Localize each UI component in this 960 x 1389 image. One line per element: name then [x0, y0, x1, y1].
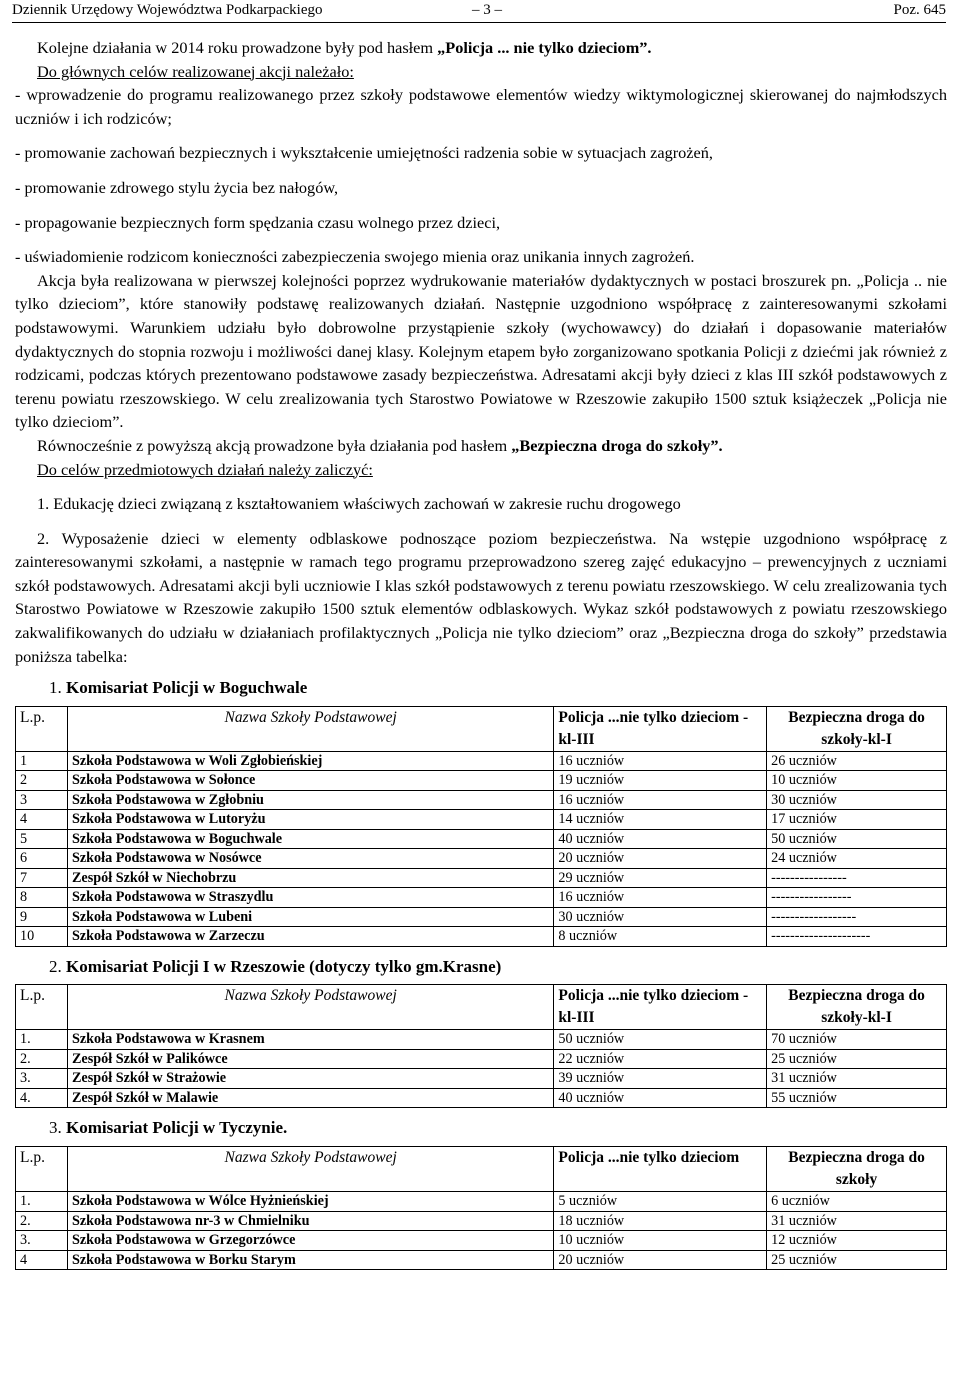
policja-count: 40 uczniów — [554, 829, 767, 849]
table-row — [16, 1231, 947, 1251]
table-row — [16, 771, 947, 791]
column-header-lp: L.p. — [16, 985, 68, 1030]
section-title — [15, 1116, 947, 1140]
section-title-text: Komisariat Policji I w Rzeszowie (dotyczy tylko gm.Krasne) — [66, 956, 502, 976]
schools-table — [15, 1146, 947, 1270]
column-header-policja: Policja ...nie tylko dzieciom -kl-III — [554, 706, 767, 751]
row-number: 2. — [16, 1049, 68, 1069]
school-name: Szkoła Podstawowa w Zarzeczu — [67, 927, 553, 947]
row-number: 9 — [16, 907, 68, 927]
policja-count: 18 uczniów — [554, 1211, 767, 1231]
bezpieczna-count: 50 uczniów — [767, 829, 947, 849]
column-header-lp: L.p. — [16, 706, 68, 751]
policja-count: 29 uczniów — [554, 868, 767, 888]
goals-heading: Do głównych celów realizowanej akcji należało: — [37, 61, 354, 81]
goal-item: - promowanie zachowań bezpiecznych i wykształcenie umiejętności radzenia sobie w sytuacjach zagrożeń, — [15, 143, 713, 163]
bezpieczna-count: 12 uczniów — [767, 1231, 947, 1251]
policja-count: 14 uczniów — [554, 810, 767, 830]
table-row — [16, 1088, 947, 1108]
schools-table — [15, 984, 947, 1108]
bezpieczna-count: --------------------- — [767, 927, 947, 947]
policja-count: 19 uczniów — [554, 771, 767, 791]
row-number: 1. — [16, 1192, 68, 1212]
policja-count: 16 uczniów — [554, 790, 767, 810]
bezpieczna-count: 26 uczniów — [767, 751, 947, 771]
table-header-row — [16, 1147, 947, 1192]
school-name: Szkoła Podstawowa w Lutoryżu — [67, 810, 553, 830]
policja-count: 30 uczniów — [554, 907, 767, 927]
bezpieczna-count: 25 uczniów — [767, 1250, 947, 1270]
column-header-bezpieczna: Bezpieczna droga do szkoły-kl-I — [767, 985, 947, 1030]
policja-count: 40 uczniów — [554, 1088, 767, 1108]
row-number: 4 — [16, 810, 68, 830]
objectives-heading: Do celów przedmiotowych działań należy zaliczyć: — [37, 459, 373, 479]
journal-title: Dziennik Urzędowy Województwa Podkarpackiego — [12, 2, 323, 18]
intro-text: Kolejne działania w 2014 roku prowadzone były pod hasłem — [37, 38, 438, 57]
school-name: Szkoła Podstawowa w Grzegorzówce — [67, 1231, 553, 1251]
objective-item: 2. Wyposażenie dzieci w elementy odblaskowe podnoszące poziom bezpieczeństwa. Na wstępie uzgodniono współpracę z zainteresowanymi szkołami, a następnie w ramach tego programu przeprowadzono szereg zajęć edukacyjno – prewencyjnych z uczniami szkół podstawowych. Adresatami akcji byli uczniowie I klas szkół podstawowych z terenu powiatu rzeszowskiego. W celu zrealizowania tych Starostwo Powiatowe w Rzeszowie zakupiło 1500 sztuk elementów odblaskowych. Wykaz szkół podstawowych z powiatu rzeszowskiego zakwalifikowanych do udziału w działaniach profilaktycznych „Policja nie tylko dzieciom” oraz „Bezpieczna droga do szkoły” przedstawia poniższa tabelka: — [15, 528, 947, 666]
policja-count: 16 uczniów — [554, 888, 767, 908]
table-row — [16, 790, 947, 810]
table-row — [16, 1192, 947, 1212]
table-row — [16, 1250, 947, 1270]
column-header-bezpieczna: Bezpieczna droga do szkoły — [767, 1147, 947, 1192]
school-name: Zespół Szkół w Strażowie — [67, 1069, 553, 1089]
column-header-policja: Policja ...nie tylko dzieciom — [554, 1147, 767, 1192]
table-row — [16, 927, 947, 947]
column-header-lp: L.p. — [16, 1147, 68, 1192]
paragraph — [15, 434, 947, 458]
policja-count: 8 uczniów — [554, 927, 767, 947]
goal-item: - promowanie zdrowego stylu życia bez nałogów, — [15, 177, 339, 197]
bezpieczna-count: 10 uczniów — [767, 771, 947, 791]
school-name: Szkoła Podstawowa w Lubeni — [67, 907, 553, 927]
objective-item: 1. Edukację dzieci związaną z kształtowaniem właściwych zachowań w zakresie ruchu drogowego — [37, 494, 681, 514]
section-title-text: Komisariat Policji w Tyczynie. — [66, 1118, 288, 1138]
page-header — [12, 0, 946, 23]
table-header-row — [16, 985, 947, 1030]
policja-count: 5 uczniów — [554, 1192, 767, 1212]
bezpieczna-count: ------------------ — [767, 907, 947, 927]
bezpieczna-count: 17 uczniów — [767, 810, 947, 830]
school-name: Szkoła Podstawowa w Straszydlu — [67, 888, 553, 908]
school-name: Szkoła Podstawowa w Wólce Hyżnieńskiej — [67, 1192, 553, 1212]
section-title — [15, 676, 947, 700]
position-number: Poz. 645 — [893, 2, 946, 18]
section-title — [15, 955, 947, 979]
table-row — [16, 849, 947, 869]
table-row — [16, 1069, 947, 1089]
intro-line — [15, 36, 947, 60]
policja-count: 39 uczniów — [554, 1069, 767, 1089]
row-number: 2. — [16, 1211, 68, 1231]
school-name: Szkoła Podstawowa w Krasnem — [67, 1030, 553, 1050]
row-number: 4. — [16, 1088, 68, 1108]
row-number: 3. — [16, 1231, 68, 1251]
bezpieczna-count: 70 uczniów — [767, 1030, 947, 1050]
policja-count: 20 uczniów — [554, 849, 767, 869]
school-name: Zespół Szkół w Malawie — [67, 1088, 553, 1108]
paragraph-text: Równocześnie z powyższą akcją prowadzone była działania pod hasłem — [37, 435, 512, 455]
bezpieczna-count: 24 uczniów — [767, 849, 947, 869]
bezpieczna-count: 30 uczniów — [767, 790, 947, 810]
bezpieczna-count: 25 uczniów — [767, 1049, 947, 1069]
column-header-policja: Policja ...nie tylko dzieciom -kl-III — [554, 985, 767, 1030]
policja-count: 16 uczniów — [554, 751, 767, 771]
policja-count: 20 uczniów — [554, 1250, 767, 1270]
table-row — [16, 868, 947, 888]
row-number: 1 — [16, 751, 68, 771]
school-name: Zespół Szkół w Palikówce — [67, 1049, 553, 1069]
row-number: 2 — [16, 771, 68, 791]
row-number: 5 — [16, 829, 68, 849]
table-row — [16, 1211, 947, 1231]
row-number: 8 — [16, 888, 68, 908]
goal-item: - wprowadzenie do programu realizowanego przez szkoły podstawowe elementów wiedzy wiktymologicznej skierowanej do najmłodszych uczniów i ich rodziców; — [15, 85, 947, 128]
school-name: Szkoła Podstawowa w Woli Zgłobieńskiej — [67, 751, 553, 771]
campaign-name: „Policja ... nie tylko dzieciom”. — [437, 38, 652, 57]
school-name: Szkoła Podstawowa w Nosówce — [67, 849, 553, 869]
school-name: Szkoła Podstawowa nr-3 w Chmielniku — [67, 1211, 553, 1231]
school-name: Szkoła Podstawowa w Sołonce — [67, 771, 553, 791]
bezpieczna-count: ---------------- — [767, 868, 947, 888]
sections — [15, 676, 947, 1270]
row-number: 7 — [16, 868, 68, 888]
table-header-row — [16, 706, 947, 751]
row-number: 3. — [16, 1069, 68, 1089]
row-number: 10 — [16, 927, 68, 947]
row-number: 4 — [16, 1250, 68, 1270]
bezpieczna-count: 31 uczniów — [767, 1211, 947, 1231]
policja-count: 10 uczniów — [554, 1231, 767, 1251]
goal-item: - uświadomienie rodzicom konieczności zabezpieczenia swojego mienia oraz unikania innych zagrożeń. — [15, 247, 695, 267]
policja-count: 22 uczniów — [554, 1049, 767, 1069]
bezpieczna-count: ----------------- — [767, 888, 947, 908]
column-header-school: Nazwa Szkoły Podstawowej — [67, 985, 553, 1030]
table-row — [16, 1030, 947, 1050]
school-name: Szkoła Podstawowa w Boguchwale — [67, 829, 553, 849]
row-number: 6 — [16, 849, 68, 869]
section-number: 3. — [49, 1118, 66, 1138]
schools-table — [15, 706, 947, 947]
page-number: – 3 – — [472, 2, 502, 18]
section-title-text: Komisariat Policji w Boguchwale — [66, 678, 308, 698]
school-name: Zespół Szkół w Niechobrzu — [67, 868, 553, 888]
paragraph: Akcja była realizowana w pierwszej kolejności poprzez wydrukowanie materiałów dydaktycznych w postaci broszurek pn. „Policja .. nie tylko dzieciom”, które stanowiły podstawę realizowanych działań. Następnie uzgodniono współpracę z zainteresowanymi szkołami podstawowymi. Warunkiem udziału było dobrowolne przystąpienie szkoły (wychowawcy) do działań i dopasowanie materiałów dydaktycznych do stopnia rozwoju i możliwości danej klasy. Kolejnym etapem było zorganizowano spotkania Policji z dziećmi jak również z rodzicami, podczas których prezentowano podstawowe zasady bezpieczeństwa. Adresatami akcji były dzieci z klas III szkół podstawowych z terenu powiatu rzeszowskiego. W celu zrealizowania tych Starostwo Powiatowe w Rzeszowie zakupiło 1500 sztuk książeczek „Policja nie tylko dzieciom”. — [15, 270, 947, 432]
row-number: 1. — [16, 1030, 68, 1050]
table-row — [16, 810, 947, 830]
column-header-school: Nazwa Szkoły Podstawowej — [67, 1147, 553, 1192]
bezpieczna-count: 31 uczniów — [767, 1069, 947, 1089]
school-name: Szkoła Podstawowa w Borku Starym — [67, 1250, 553, 1270]
table-row — [16, 751, 947, 771]
table-row — [16, 888, 947, 908]
column-header-school: Nazwa Szkoły Podstawowej — [67, 706, 553, 751]
school-name: Szkoła Podstawowa w Zgłobniu — [67, 790, 553, 810]
goal-item: - propagowanie bezpiecznych form spędzania czasu wolnego przez dzieci, — [15, 212, 501, 232]
row-number: 3 — [16, 790, 68, 810]
section-number: 1. — [49, 678, 66, 698]
bezpieczna-count: 55 uczniów — [767, 1088, 947, 1108]
policja-count: 50 uczniów — [554, 1030, 767, 1050]
table-row — [16, 907, 947, 927]
campaign-name: „Bezpieczna droga do szkoły”. — [511, 435, 723, 455]
bezpieczna-count: 6 uczniów — [767, 1192, 947, 1212]
document-body — [15, 36, 947, 1270]
table-row — [16, 829, 947, 849]
table-row — [16, 1049, 947, 1069]
column-header-bezpieczna: Bezpieczna droga do szkoły-kl-I — [767, 706, 947, 751]
section-number: 2. — [49, 956, 66, 976]
